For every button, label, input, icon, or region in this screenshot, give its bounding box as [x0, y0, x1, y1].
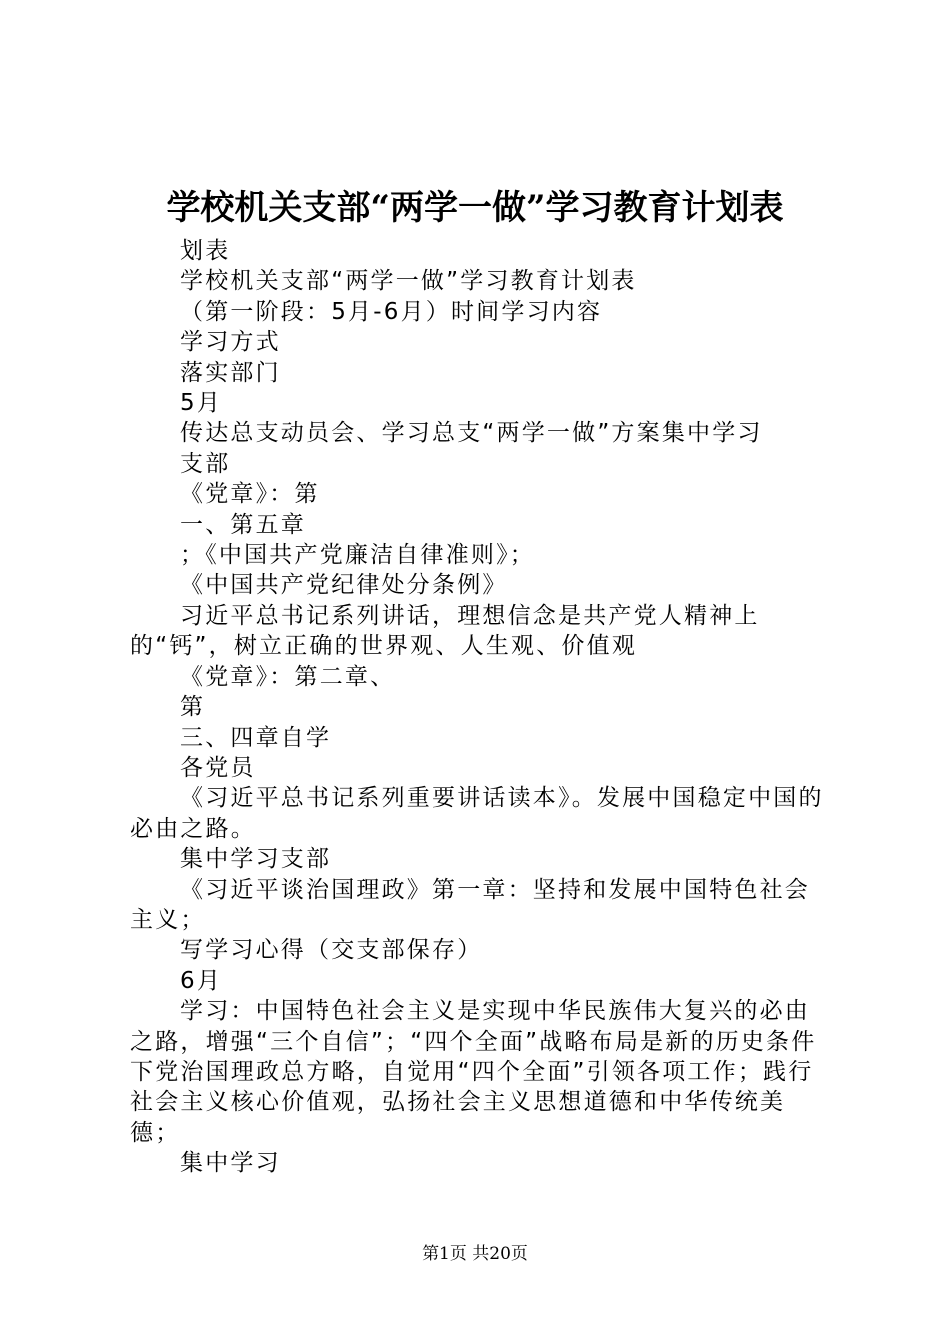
paragraph: 三、四章自学 [180, 724, 332, 751]
page-footer: 第1页 共20页 [422, 1244, 528, 1264]
page-title: 学校机关支部“两学一做”学习教育计划表 [166, 188, 784, 228]
paragraph: 第 [180, 694, 206, 721]
paragraph: 写学习心得（交支部保存） [180, 937, 483, 964]
paragraph: 6月 [180, 967, 223, 994]
paragraph: 落实部门 [180, 359, 281, 386]
paragraph: 集中学习 [180, 1150, 281, 1177]
paragraph: 各党员 [180, 754, 256, 781]
paragraph: ；《中国共产党廉洁自律准则》； [180, 542, 535, 569]
paragraph: 一、第五章 [180, 511, 306, 538]
paragraph: 划表 [180, 238, 231, 264]
paragraph: 学习：中国特色社会主义是实现中华民族伟大复兴的必由之路，增强“三个自信”；“四个全面”战略布局是新的历史条件下党治国理政总方略，自觉用“四个全面”引领各项工作；践行社会主义核心价值观，弘扬社会主义思想道德和中华传统美德； [130, 998, 817, 1146]
paragraph: 习近平总书记系列讲话，理想信念是共产党人精神上的“钙”，树立正确的世界观、人生观、价值观 [130, 602, 760, 660]
paragraph: 学习方式 [180, 329, 281, 356]
paragraph: 《习近平总书记系列重要讲话读本》。发展中国稳定中国的必由之路。 [130, 785, 824, 842]
paragraph: 《中国共产党纪律处分条例》 [180, 572, 508, 599]
paragraph: 支部 [180, 450, 231, 477]
paragraph: 《习近平谈治国理政》第一章：坚持和发展中国特色社会主义； [130, 876, 810, 933]
paragraph: 传达总支动员会、学习总支“两学一做”方案集中学习 [180, 420, 763, 447]
paragraph: 5月 [180, 390, 223, 417]
paragraph: 《党章》：第二章、 [180, 663, 396, 690]
paragraph: （第一阶段：5月-6月）时间学习内容 [180, 298, 603, 325]
paragraph: 学校机关支部“两学一做”学习教育计划表 [180, 268, 637, 295]
document-body [130, 236, 835, 1179]
paragraph: 《党章》：第 [180, 481, 320, 508]
paragraph: 集中学习支部 [180, 846, 332, 873]
